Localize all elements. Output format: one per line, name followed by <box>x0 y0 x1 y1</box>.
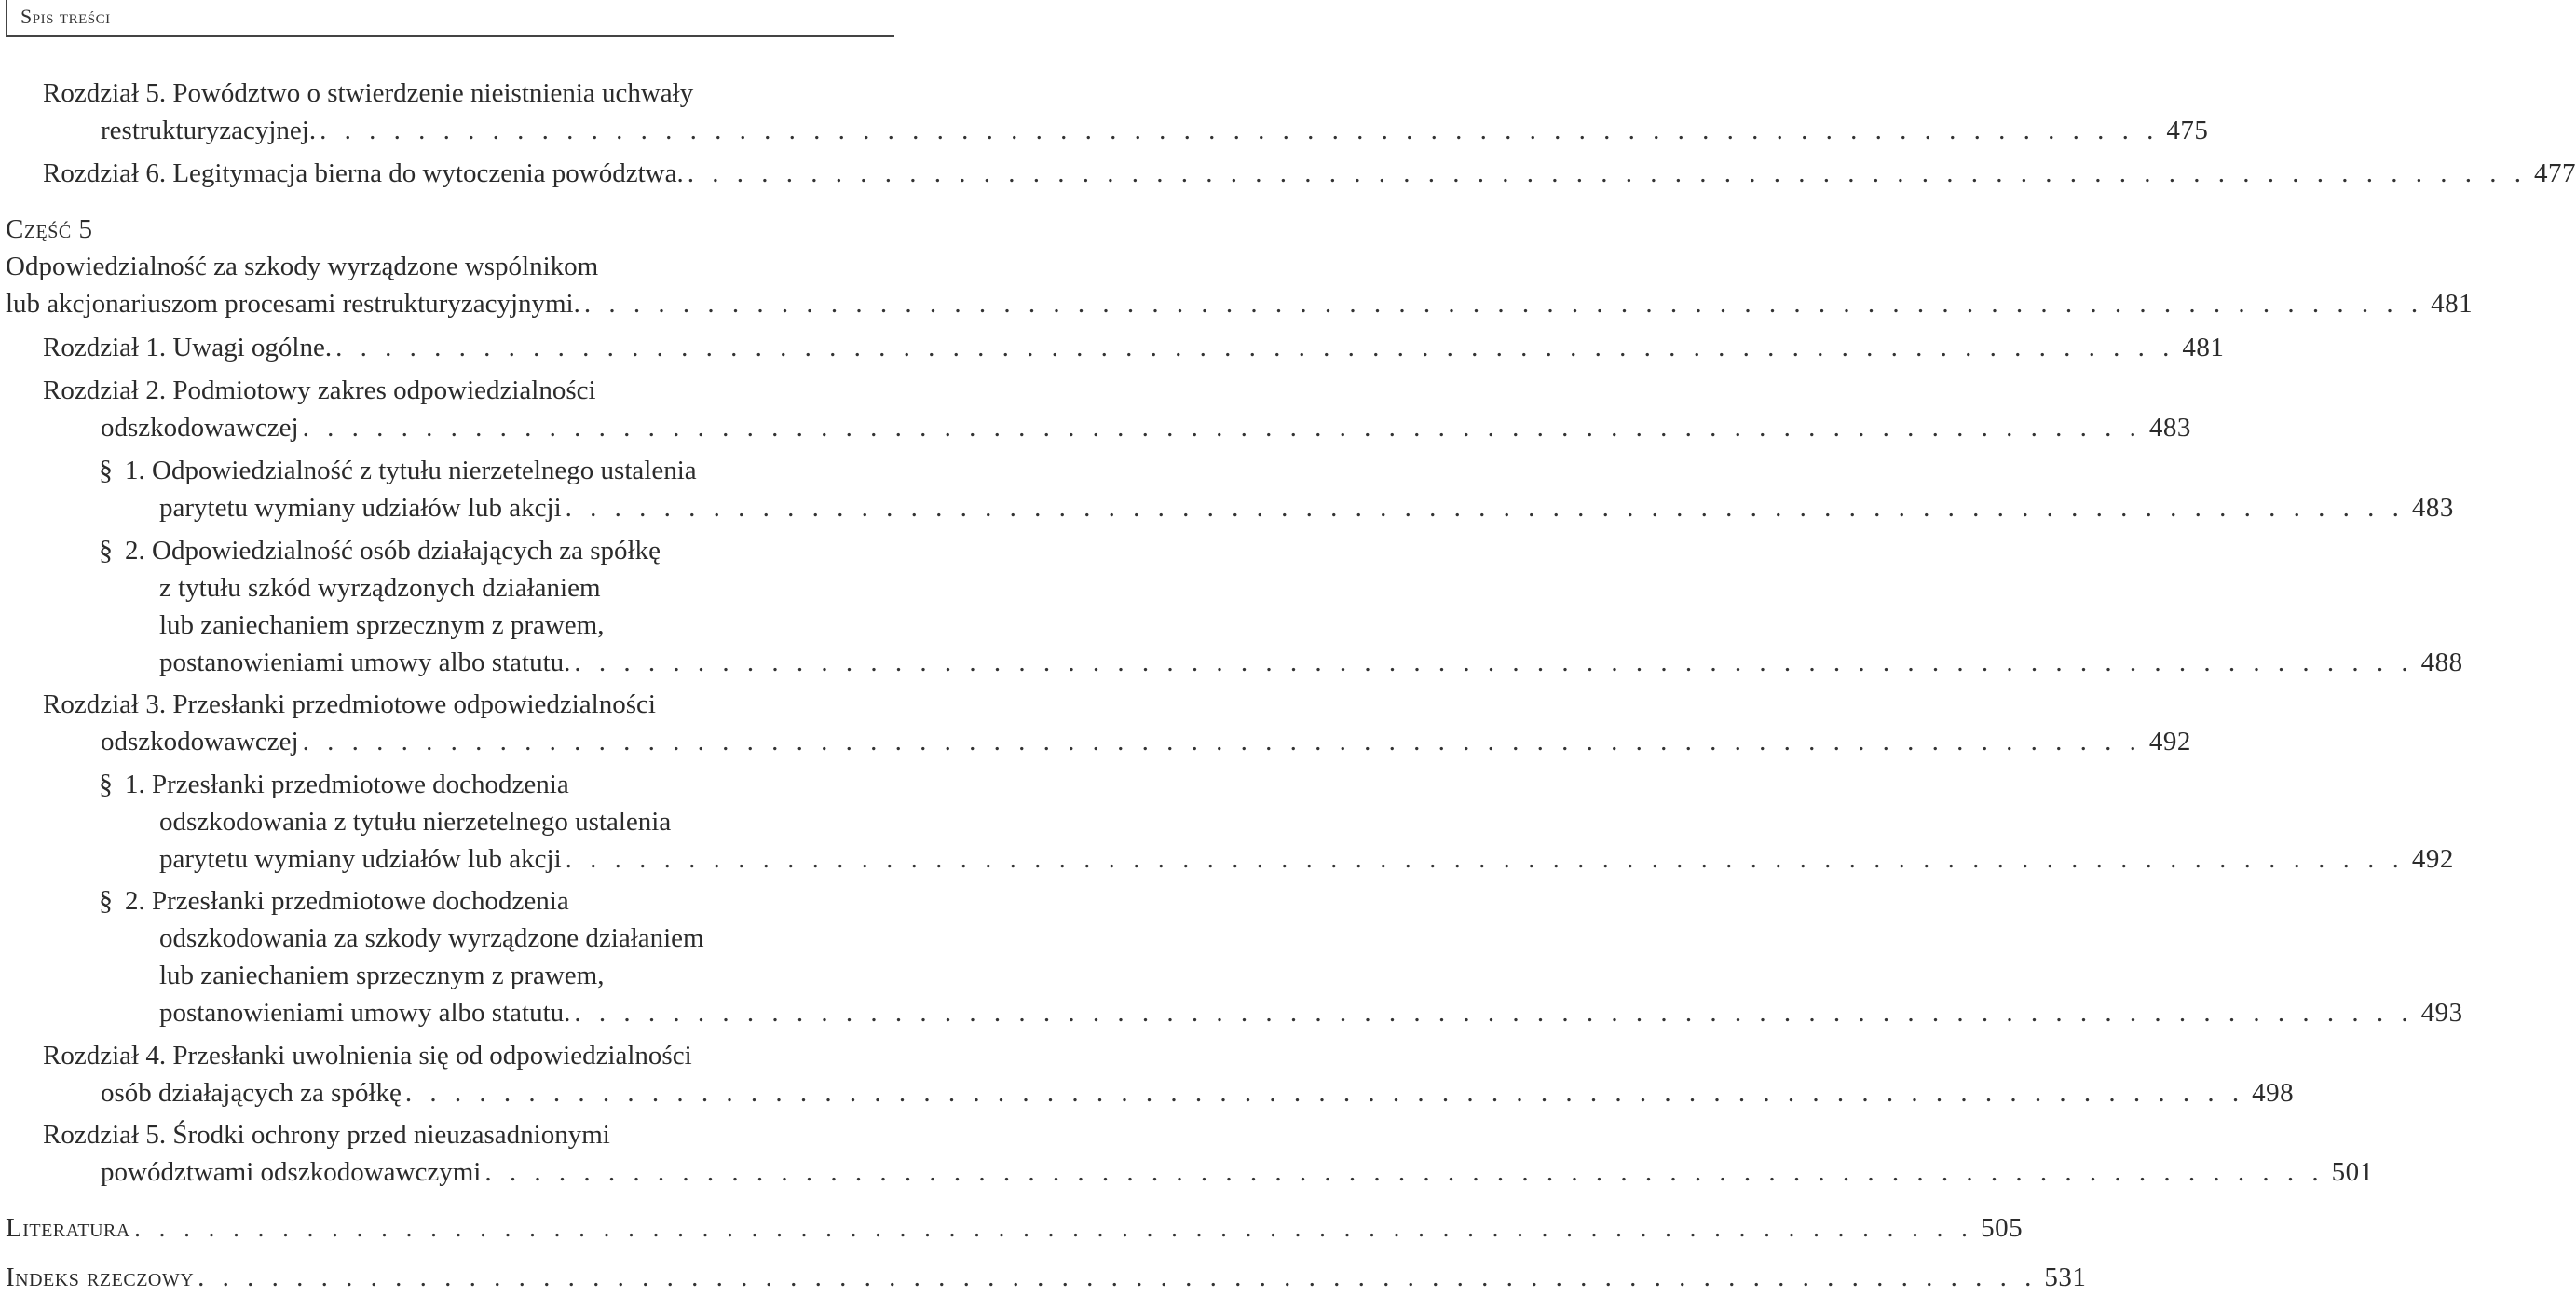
entry-line: parytetu wymiany udziałów lub akcji <box>159 844 562 874</box>
entry-line: Rozdział 6. Legitymacja bierna do wytoczenia powództwa. <box>43 158 684 188</box>
page-number: 498 <box>2252 1078 2295 1108</box>
entry-line: z tytułu szkód wyrządzonych działaniem <box>159 573 601 603</box>
entry-line: lub zaniechaniem sprzecznym z prawem, <box>159 610 605 640</box>
page-number: 501 <box>2331 1157 2374 1187</box>
entry-line: Rozdział 5. Środki ochrony przed nieuzasadnionymi <box>43 1120 610 1150</box>
toc-section-entry[interactable] <box>0 532 2463 681</box>
entry-line: powództwami odszkodowawczymi <box>101 1157 482 1187</box>
page-number: 475 <box>2166 116 2209 145</box>
dot-leader: . . . . . . . . . . . . . . . . . . . . . . . . . . . . . . . . . . . . . . . . . . . . . . . . . . . . . . . . . . . . . . . . . . . . . . . . . . . <box>302 413 2142 443</box>
entry-line: postanowieniami umowy albo statutu. <box>159 998 571 1028</box>
page-number: 493 <box>2420 998 2463 1028</box>
entry-line: Indeks rzeczowy <box>6 1262 195 1292</box>
entry-line: odszkodowania za szkody wyrządzone działaniem <box>159 923 704 953</box>
toc-entry[interactable] <box>0 75 2209 149</box>
entry-line: 2. Przesłanki przedmiotowe dochodzenia <box>125 886 569 916</box>
page-number: 492 <box>2148 727 2191 757</box>
dot-leader: . . . . . . . . . . . . . . . . . . . . . . . . . . . . . . . . . . . . . . . . . . . . . . . . . . . . . . . . . . . . . . . . . . . . . . . . . . . <box>302 727 2142 757</box>
dot-leader: . . . . . . . . . . . . . . . . . . . . . . . . . . . . . . . . . . . . . . . . . . . . . . . . . . . . . . . . . . . . . . . . . . . . . . . . . . . <box>565 844 2405 874</box>
entry-line: postanowieniami umowy albo statutu. <box>159 648 571 677</box>
page-number: 488 <box>2420 648 2463 677</box>
toc-entry[interactable] <box>0 372 2191 446</box>
dot-leader: . . . . . . . . . . . . . . . . . . . . . . . . . . . . . . . . . . . . . . . . . . . . . . . . . . . . . . . . . . . . . . . . . . . . . . . . . . . <box>583 289 2424 319</box>
entry-line: lub akcjonariuszom procesami restrukturyzacyjnymi. <box>6 289 580 319</box>
entry-line: Rozdział 4. Przesłanki uwolnienia się od odpowiedzialności <box>43 1041 692 1071</box>
dot-leader: . . . . . . . . . . . . . . . . . . . . . . . . . . . . . . . . . . . . . . . . . . . . . . . . . . . . . . . . . . . . . . . . . . . . . . . . . . . <box>574 998 2414 1028</box>
toc-entry[interactable] <box>0 1116 2374 1191</box>
entry-line: Rozdział 1. Uwagi ogólne. <box>43 333 333 362</box>
toc-entry[interactable] <box>0 1037 2295 1112</box>
section-sign: § <box>99 535 113 566</box>
page-number: 505 <box>1981 1213 2024 1243</box>
page-number: 477 <box>2533 158 2576 188</box>
toc-section-entry[interactable] <box>0 766 2454 878</box>
page-number: 492 <box>2411 844 2454 874</box>
toc-section-entry[interactable] <box>0 452 2454 526</box>
entry-line: osób działających za spółkę <box>101 1078 402 1108</box>
entry-line: Rozdział 3. Przesłanki przedmiotowe odpowiedzialności <box>43 689 656 719</box>
page-number: 483 <box>2411 493 2454 523</box>
toc-entry[interactable] <box>0 329 2225 366</box>
entry-line: restrukturyzacyjnej. <box>101 116 317 145</box>
entry-line: Rozdział 5. Powództwo o stwierdzenie nieistnienia uchwały <box>43 78 694 108</box>
dot-leader: . . . . . . . . . . . . . . . . . . . . . . . . . . . . . . . . . . . . . . . . . . . . . . . . . . . . . . . . . . . . . . . . . . . . . . . . . . . <box>133 1213 1974 1243</box>
entry-line: Literatura <box>6 1213 130 1243</box>
running-head-title: Spis treści <box>20 5 111 28</box>
page-number: 481 <box>2431 289 2474 319</box>
dot-leader: . . . . . . . . . . . . . . . . . . . . . . . . . . . . . . . . . . . . . . . . . . . . . . . . . . . . . . . . . . . . . . . . . . . . . . . . . . . <box>335 333 2175 362</box>
entry-line: lub zaniechaniem sprzecznym z prawem, <box>159 961 605 990</box>
dot-leader: . . . . . . . . . . . . . . . . . . . . . . . . . . . . . . . . . . . . . . . . . . . . . . . . . . . . . . . . . . . . . . . . . . . . . . . . . . . <box>198 1262 2038 1292</box>
toc-section-entry[interactable] <box>0 882 2463 1031</box>
dot-leader: . . . . . . . . . . . . . . . . . . . . . . . . . . . . . . . . . . . . . . . . . . . . . . . . . . . . . . . . . . . . . . . . . . . . . . . . . . . <box>687 158 2527 188</box>
toc-entry[interactable] <box>0 686 2191 760</box>
entry-line: 2. Odpowiedzialność osób działających za spółkę <box>125 536 661 566</box>
dot-leader: . . . . . . . . . . . . . . . . . . . . . . . . . . . . . . . . . . . . . . . . . . . . . . . . . . . . . . . . . . . . . . . . . . . . . . . . . . . <box>484 1157 2324 1187</box>
toc-top-entry[interactable] <box>0 1259 2087 1296</box>
entry-line: Rozdział 2. Podmiotowy zakres odpowiedzialności <box>43 375 596 405</box>
section-sign: § <box>99 769 113 799</box>
page-number: 531 <box>2044 1262 2087 1292</box>
entry-line: parytetu wymiany udziałów lub akcji <box>159 493 562 523</box>
running-head <box>6 0 894 37</box>
page-number: 483 <box>2148 413 2191 443</box>
toc-part-entry[interactable] <box>0 211 2474 322</box>
entry-line: odszkodowawczej <box>101 727 299 757</box>
toc-entry[interactable] <box>0 155 2576 192</box>
entry-line: 1. Przesłanki przedmiotowe dochodzenia <box>125 770 569 799</box>
dot-leader: . . . . . . . . . . . . . . . . . . . . . . . . . . . . . . . . . . . . . . . . . . . . . . . . . . . . . . . . . . . . . . . . . . . . . . . . . . . <box>404 1078 2245 1108</box>
entry-line: odszkodowawczej <box>101 413 299 443</box>
entry-line: 1. Odpowiedzialność z tytułu nierzetelnego ustalenia <box>125 456 697 485</box>
toc-top-entry[interactable] <box>0 1209 2024 1247</box>
entry-line: Odpowiedzialność za szkody wyrządzone wspólnikom <box>6 252 599 281</box>
section-sign: § <box>99 455 113 485</box>
dot-leader: . . . . . . . . . . . . . . . . . . . . . . . . . . . . . . . . . . . . . . . . . . . . . . . . . . . . . . . . . . . . . . . . . . . . . . . . . . . <box>574 648 2414 677</box>
section-sign: § <box>99 885 113 916</box>
part-heading: Część 5 <box>6 214 93 244</box>
dot-leader: . . . . . . . . . . . . . . . . . . . . . . . . . . . . . . . . . . . . . . . . . . . . . . . . . . . . . . . . . . . . . . . . . . . . . . . . . . . <box>565 493 2405 523</box>
dot-leader: . . . . . . . . . . . . . . . . . . . . . . . . . . . . . . . . . . . . . . . . . . . . . . . . . . . . . . . . . . . . . . . . . . . . . . . . . . . <box>320 116 2160 145</box>
page-number: 481 <box>2182 333 2225 362</box>
entry-line: odszkodowania z tytułu nierzetelnego ustalenia <box>159 807 672 837</box>
